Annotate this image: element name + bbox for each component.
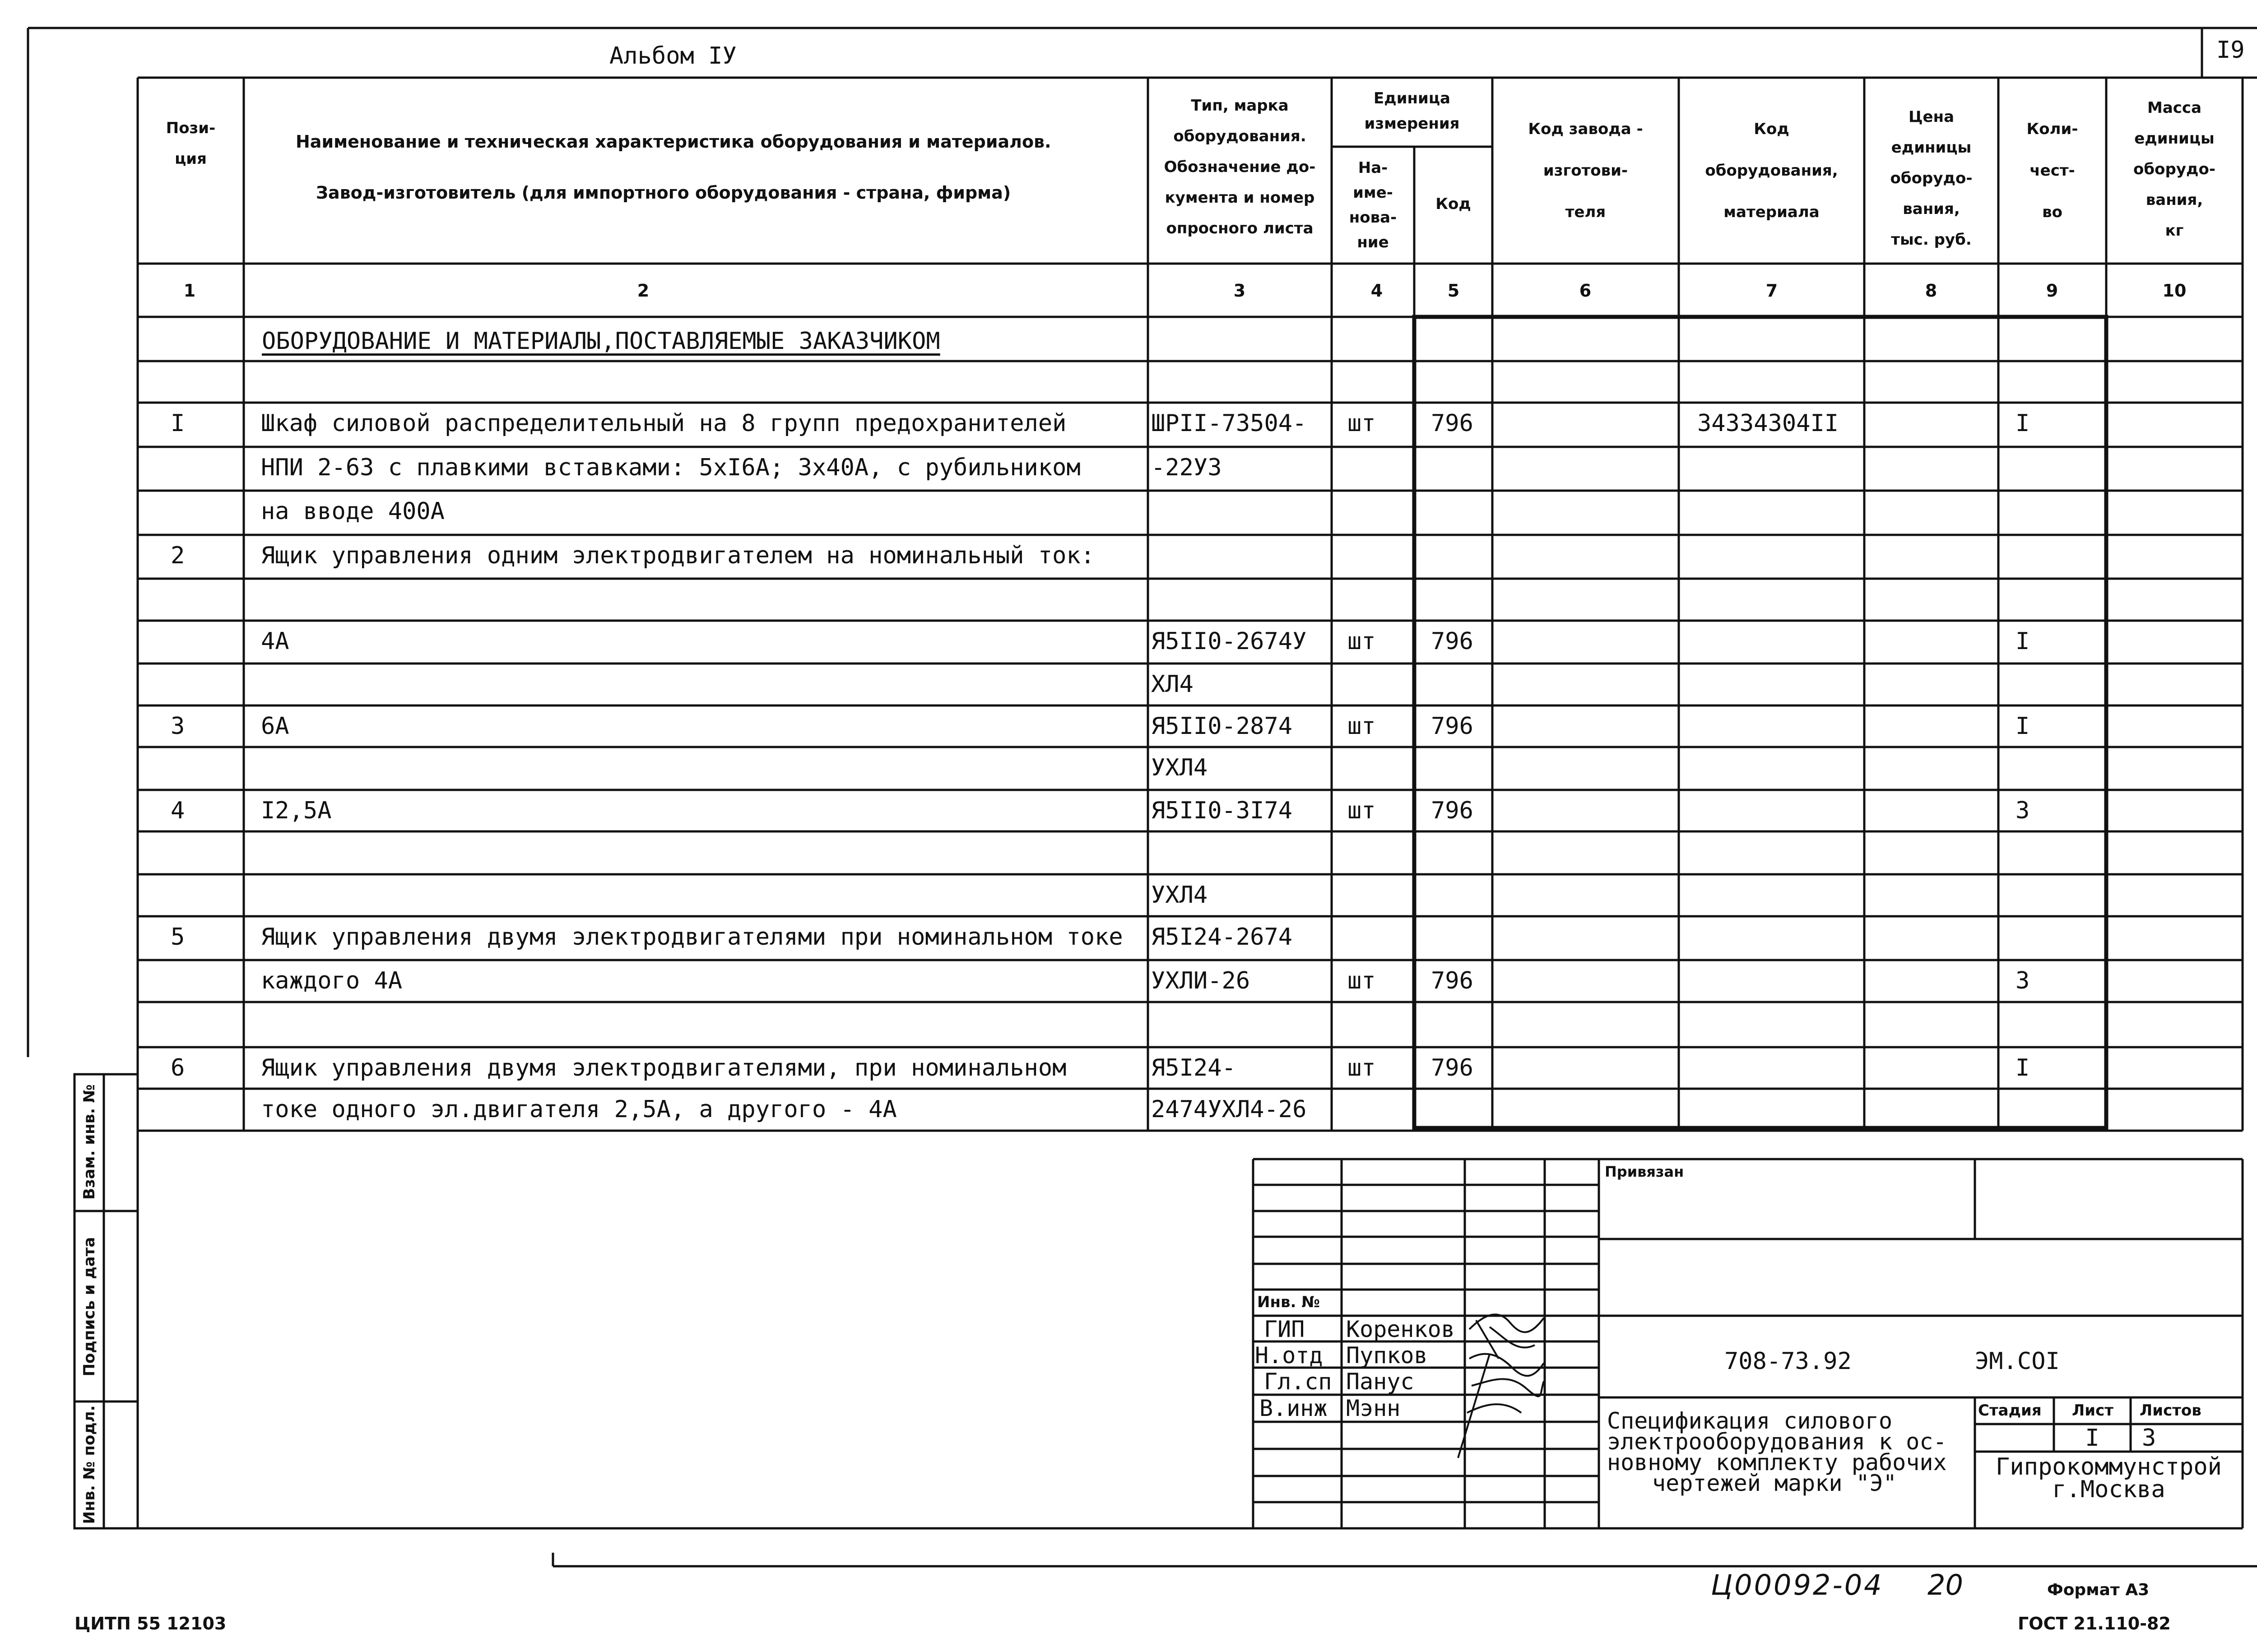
sign-role: ГИП bbox=[1264, 1316, 1305, 1342]
row-type: 2474УХЛ4-26 bbox=[1151, 1096, 1307, 1123]
row-unit: шт bbox=[1347, 797, 1376, 824]
sheet-value: I bbox=[2085, 1425, 2099, 1452]
col-number: 5 bbox=[1447, 281, 1460, 301]
row-unit: шт bbox=[1347, 967, 1376, 994]
row-position: 4 bbox=[171, 797, 185, 824]
row-quantity: I bbox=[2016, 628, 2030, 655]
col-number: 8 bbox=[1925, 281, 1937, 301]
col-number: 10 bbox=[2162, 281, 2187, 301]
gost-label: ГОСТ 21.110-82 bbox=[2018, 1614, 2171, 1633]
sheet-label: Лист bbox=[2072, 1401, 2113, 1420]
row-unit-code: 796 bbox=[1431, 628, 1473, 655]
row-position: I bbox=[171, 410, 185, 437]
row-unit-code: 796 bbox=[1431, 1054, 1473, 1081]
project-code: 708-73.92 bbox=[1724, 1348, 1852, 1375]
header-price: Цена единицы оборудо- вания, тыс. руб. bbox=[1890, 108, 1973, 249]
row-position: 5 bbox=[171, 923, 185, 951]
row-name: Ящик управления двумя электродвигателями при номинальном токе bbox=[261, 923, 1123, 951]
row-quantity: I bbox=[2016, 410, 2030, 437]
stamp-inv-no: Инв. № подл. bbox=[80, 1405, 98, 1524]
sign-name: Пупков bbox=[1346, 1342, 1428, 1369]
row-type: ШРII-73504- bbox=[1151, 410, 1307, 437]
row-type: Я5I24-2674 bbox=[1151, 923, 1293, 951]
sheets-label: Листов bbox=[2140, 1401, 2201, 1420]
row-quantity: I bbox=[2016, 1054, 2030, 1081]
sign-name: Мэнн bbox=[1346, 1395, 1401, 1421]
header-name-line2: Завод-изготовитель (для импортного оборудования - страна, фирма) bbox=[316, 183, 1011, 203]
doc-title-line: электрооборудования к ос- bbox=[1607, 1429, 1947, 1455]
header-mass: Масса единицы оборудо- вания, кг bbox=[2133, 99, 2215, 240]
row-type: Я5II0-3I74 bbox=[1151, 797, 1293, 824]
header-type: Тип, марка оборудования. Обозначение до- кумента и номер опросного листа bbox=[1164, 97, 1316, 237]
row-name: НПИ 2-63 с плавкими вставками: 5хI6А; 3х40А, с рубильником bbox=[261, 454, 1081, 481]
header-factory-code: Код завода - изготови- теля bbox=[1528, 120, 1643, 221]
stamp-vzam: Взам. инв. № bbox=[80, 1084, 98, 1200]
row-unit-code: 796 bbox=[1431, 797, 1473, 824]
col-number: 6 bbox=[1579, 281, 1592, 301]
citp-label: ЦИТП 55 12103 bbox=[74, 1614, 227, 1633]
col-number: 3 bbox=[1233, 281, 1246, 301]
handwritten-number: 20 bbox=[1927, 1568, 1963, 1601]
doc-title-line: новному комплекту рабочих bbox=[1607, 1449, 1947, 1476]
row-type: УХЛ4 bbox=[1151, 882, 1208, 909]
header-unit-name: На- име- нова- ние bbox=[1349, 159, 1397, 251]
row-unit: шт bbox=[1347, 713, 1376, 740]
row-equipment-code: 34334304II bbox=[1697, 410, 1839, 437]
row-unit-code: 796 bbox=[1431, 967, 1473, 994]
stage-label: Стадия bbox=[1978, 1401, 2042, 1420]
row-unit-code: 796 bbox=[1431, 410, 1473, 437]
header-unit: Единица измерения bbox=[1364, 89, 1460, 133]
row-type: -22У3 bbox=[1151, 454, 1222, 481]
row-name: Ящик управления двумя электродвигателями, при номинальном bbox=[261, 1054, 1067, 1081]
format-label: Формат А3 bbox=[2047, 1581, 2150, 1599]
sign-role: Н.отд bbox=[1255, 1342, 1323, 1369]
album-label: Альбом IУ bbox=[609, 42, 737, 70]
col-number: 1 bbox=[183, 281, 196, 301]
signatures-drawing bbox=[1458, 1314, 1544, 1458]
row-name: 4А bbox=[261, 628, 289, 655]
row-type: Я5I24- bbox=[1151, 1054, 1236, 1081]
doc-title-line: чертежей марки "Э" bbox=[1652, 1470, 1897, 1496]
row-name: 6А bbox=[261, 713, 289, 740]
row-unit-code: 796 bbox=[1431, 713, 1473, 740]
row-name: токе одного эл.двигателя 2,5А, а другого - 4А bbox=[261, 1096, 897, 1123]
row-quantity: I bbox=[2016, 713, 2030, 740]
sign-role: Гл.сп bbox=[1264, 1369, 1332, 1395]
organization bbox=[1975, 1453, 2243, 1503]
sign-name: Панус bbox=[1346, 1369, 1414, 1395]
section-title: ОБОРУДОВАНИЕ И МАТЕРИАЛЫ,ПОСТАВЛЯЕМЫЕ ЗАКАЗЧИКОМ bbox=[262, 328, 940, 355]
inv-no-label: Инв. № bbox=[1257, 1293, 1320, 1311]
sheets-value: 3 bbox=[2142, 1425, 2156, 1452]
header-unit-code: Код bbox=[1435, 195, 1471, 213]
row-name: на вводе 400А bbox=[261, 498, 445, 525]
row-type: ХЛ4 bbox=[1151, 671, 1194, 698]
doc-code: ЭМ.СОI bbox=[1975, 1348, 2060, 1375]
row-position: 2 bbox=[171, 542, 185, 569]
header-name-line1: Наименование и техническая характеристика оборудования и материалов. bbox=[296, 132, 1051, 152]
header-quantity: Коли- чест- во bbox=[2026, 120, 2078, 221]
header-position: Пози- ция bbox=[166, 119, 216, 168]
row-unit: шт bbox=[1347, 410, 1376, 437]
organization-line: г.Москва bbox=[2052, 1476, 2165, 1503]
row-name: I2,5А bbox=[261, 797, 332, 824]
row-position: 6 bbox=[171, 1054, 185, 1081]
privyazan-label: Привязан bbox=[1605, 1163, 1684, 1180]
row-name: Ящик управления одним электродвигателем на номинальный ток: bbox=[261, 542, 1095, 569]
row-type: УХЛ4 bbox=[1151, 754, 1208, 781]
header-equipment-code: Код оборудования, материала bbox=[1705, 120, 1838, 221]
doc-title-line: Спецификация силового bbox=[1607, 1408, 1893, 1434]
row-type: УХЛИ-26 bbox=[1151, 967, 1250, 994]
row-unit: шт bbox=[1347, 628, 1376, 655]
row-position: 3 bbox=[171, 713, 185, 740]
stamp-sign-date: Подпись и дата bbox=[80, 1237, 98, 1377]
organization-line: Гипрокоммунстрой bbox=[1996, 1453, 2222, 1480]
row-unit: шт bbox=[1347, 1054, 1376, 1081]
doc-title bbox=[1607, 1408, 1947, 1496]
col-number: 2 bbox=[637, 281, 650, 301]
col-number: 7 bbox=[1765, 281, 1778, 301]
row-type: Я5II0-2674У bbox=[1151, 628, 1307, 655]
row-type: Я5II0-2874 bbox=[1151, 713, 1293, 740]
page-number: I9 bbox=[2216, 37, 2245, 64]
col-number: 4 bbox=[1370, 281, 1383, 301]
row-quantity: 3 bbox=[2016, 967, 2030, 994]
row-name: каждого 4А bbox=[261, 967, 403, 994]
sign-name: Коренков bbox=[1346, 1316, 1455, 1342]
col-number: 9 bbox=[2046, 281, 2058, 301]
sign-role: В.инж bbox=[1259, 1395, 1328, 1421]
row-quantity: 3 bbox=[2016, 797, 2030, 824]
handwritten-code: Ц00092-04 bbox=[1711, 1568, 1884, 1601]
row-name: Шкаф силовой распределительный на 8 групп предохранителей bbox=[261, 410, 1067, 437]
